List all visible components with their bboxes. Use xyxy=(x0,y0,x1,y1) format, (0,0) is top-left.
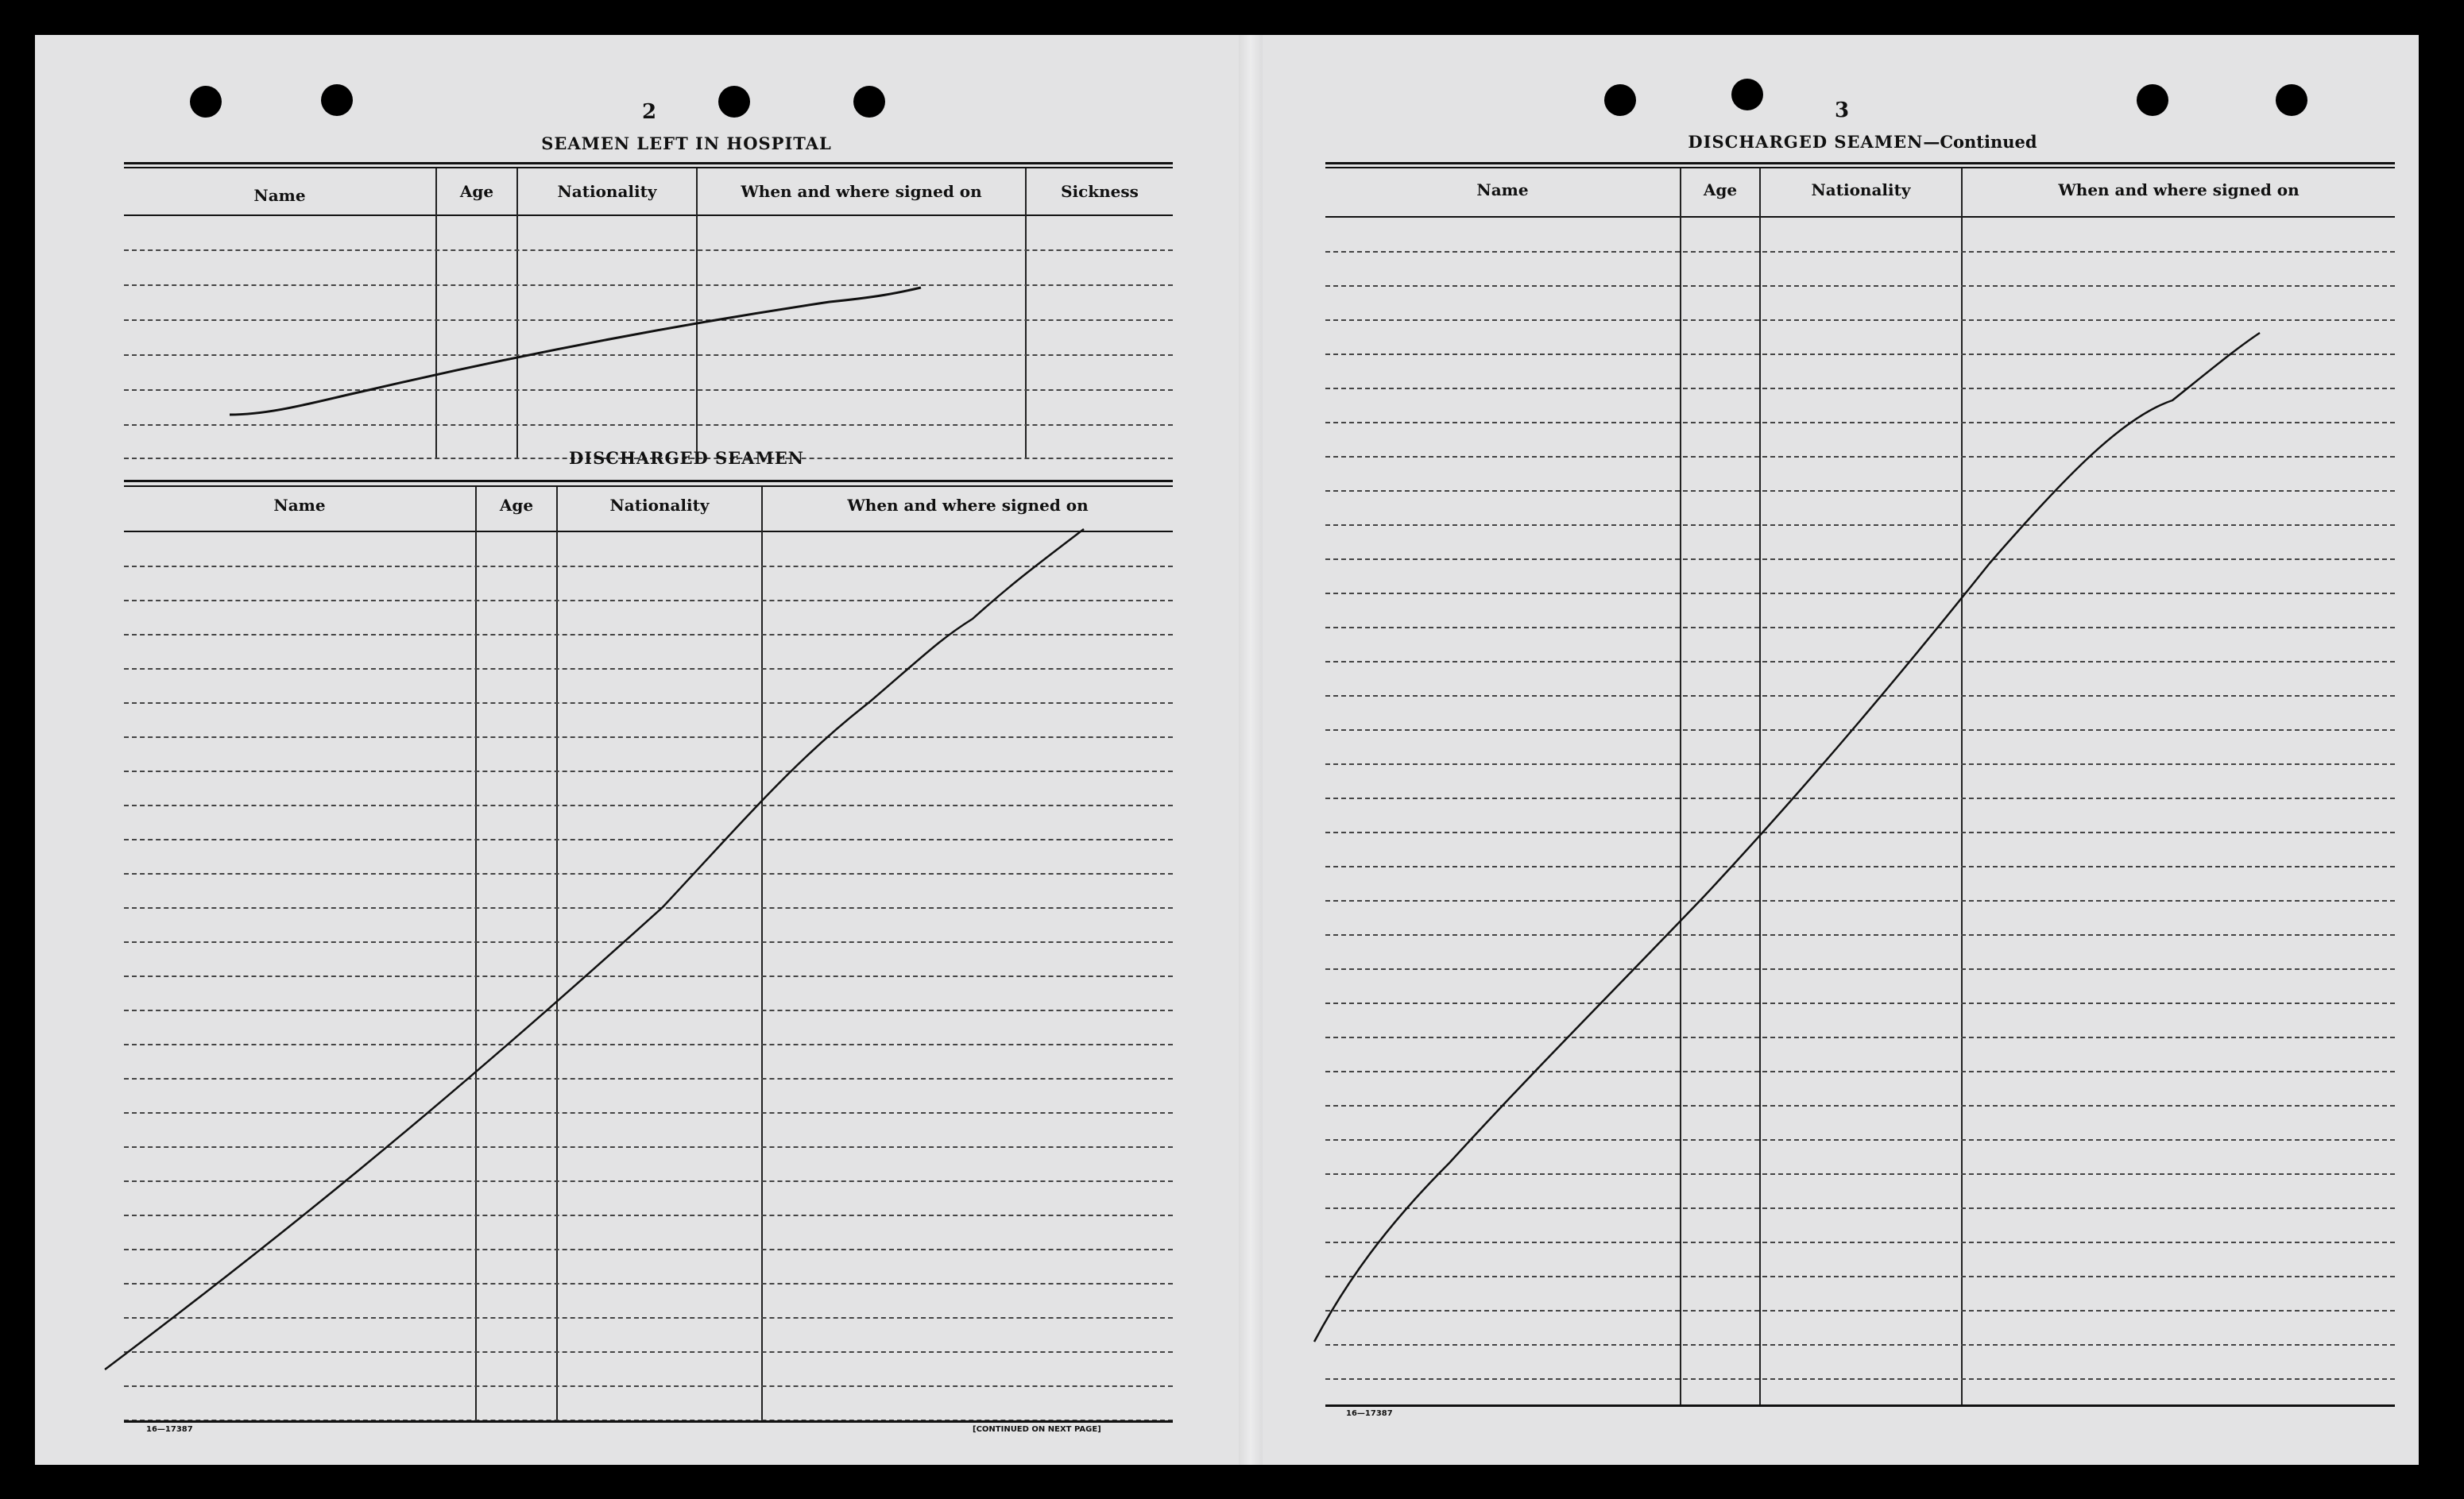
form-number: 16—17387 xyxy=(1346,1409,1393,1418)
continued-note: [CONTINUED ON NEXT PAGE] xyxy=(973,1425,1101,1434)
column-header: Nationality xyxy=(557,182,657,201)
column-header: Name xyxy=(273,496,326,515)
column-header: Age xyxy=(499,496,534,515)
form-number: 16—17387 xyxy=(146,1425,193,1434)
column-header: Age xyxy=(1703,180,1738,199)
page-number: 2 xyxy=(642,100,657,124)
section-title-discharged: DISCHARGED SEAMEN xyxy=(569,448,804,468)
column-header: Sickness xyxy=(1061,182,1139,201)
page-number: 3 xyxy=(1835,99,1850,122)
column-header: Age xyxy=(459,182,494,201)
title-main: DISCHARGED SEAMEN xyxy=(1688,132,1924,152)
column-header: When and where signed on xyxy=(847,496,1089,515)
discharged-strike-line xyxy=(105,529,1084,1370)
title-suffix: —Continued xyxy=(1923,132,2037,152)
hospital-strike-line xyxy=(230,288,921,415)
section-title-hospital: SEAMEN LEFT IN HOSPITAL xyxy=(541,133,832,153)
strike-through-lines xyxy=(35,35,2419,1465)
column-header: Nationality xyxy=(1811,180,1911,199)
column-header: Nationality xyxy=(609,496,710,515)
continued-strike-line xyxy=(1314,333,2260,1342)
column-header: Name xyxy=(1476,180,1529,199)
column-header: Name xyxy=(253,186,306,205)
form-sheet xyxy=(35,35,2419,1465)
column-header: When and where signed on xyxy=(741,182,982,201)
column-header: When and where signed on xyxy=(2058,180,2300,199)
